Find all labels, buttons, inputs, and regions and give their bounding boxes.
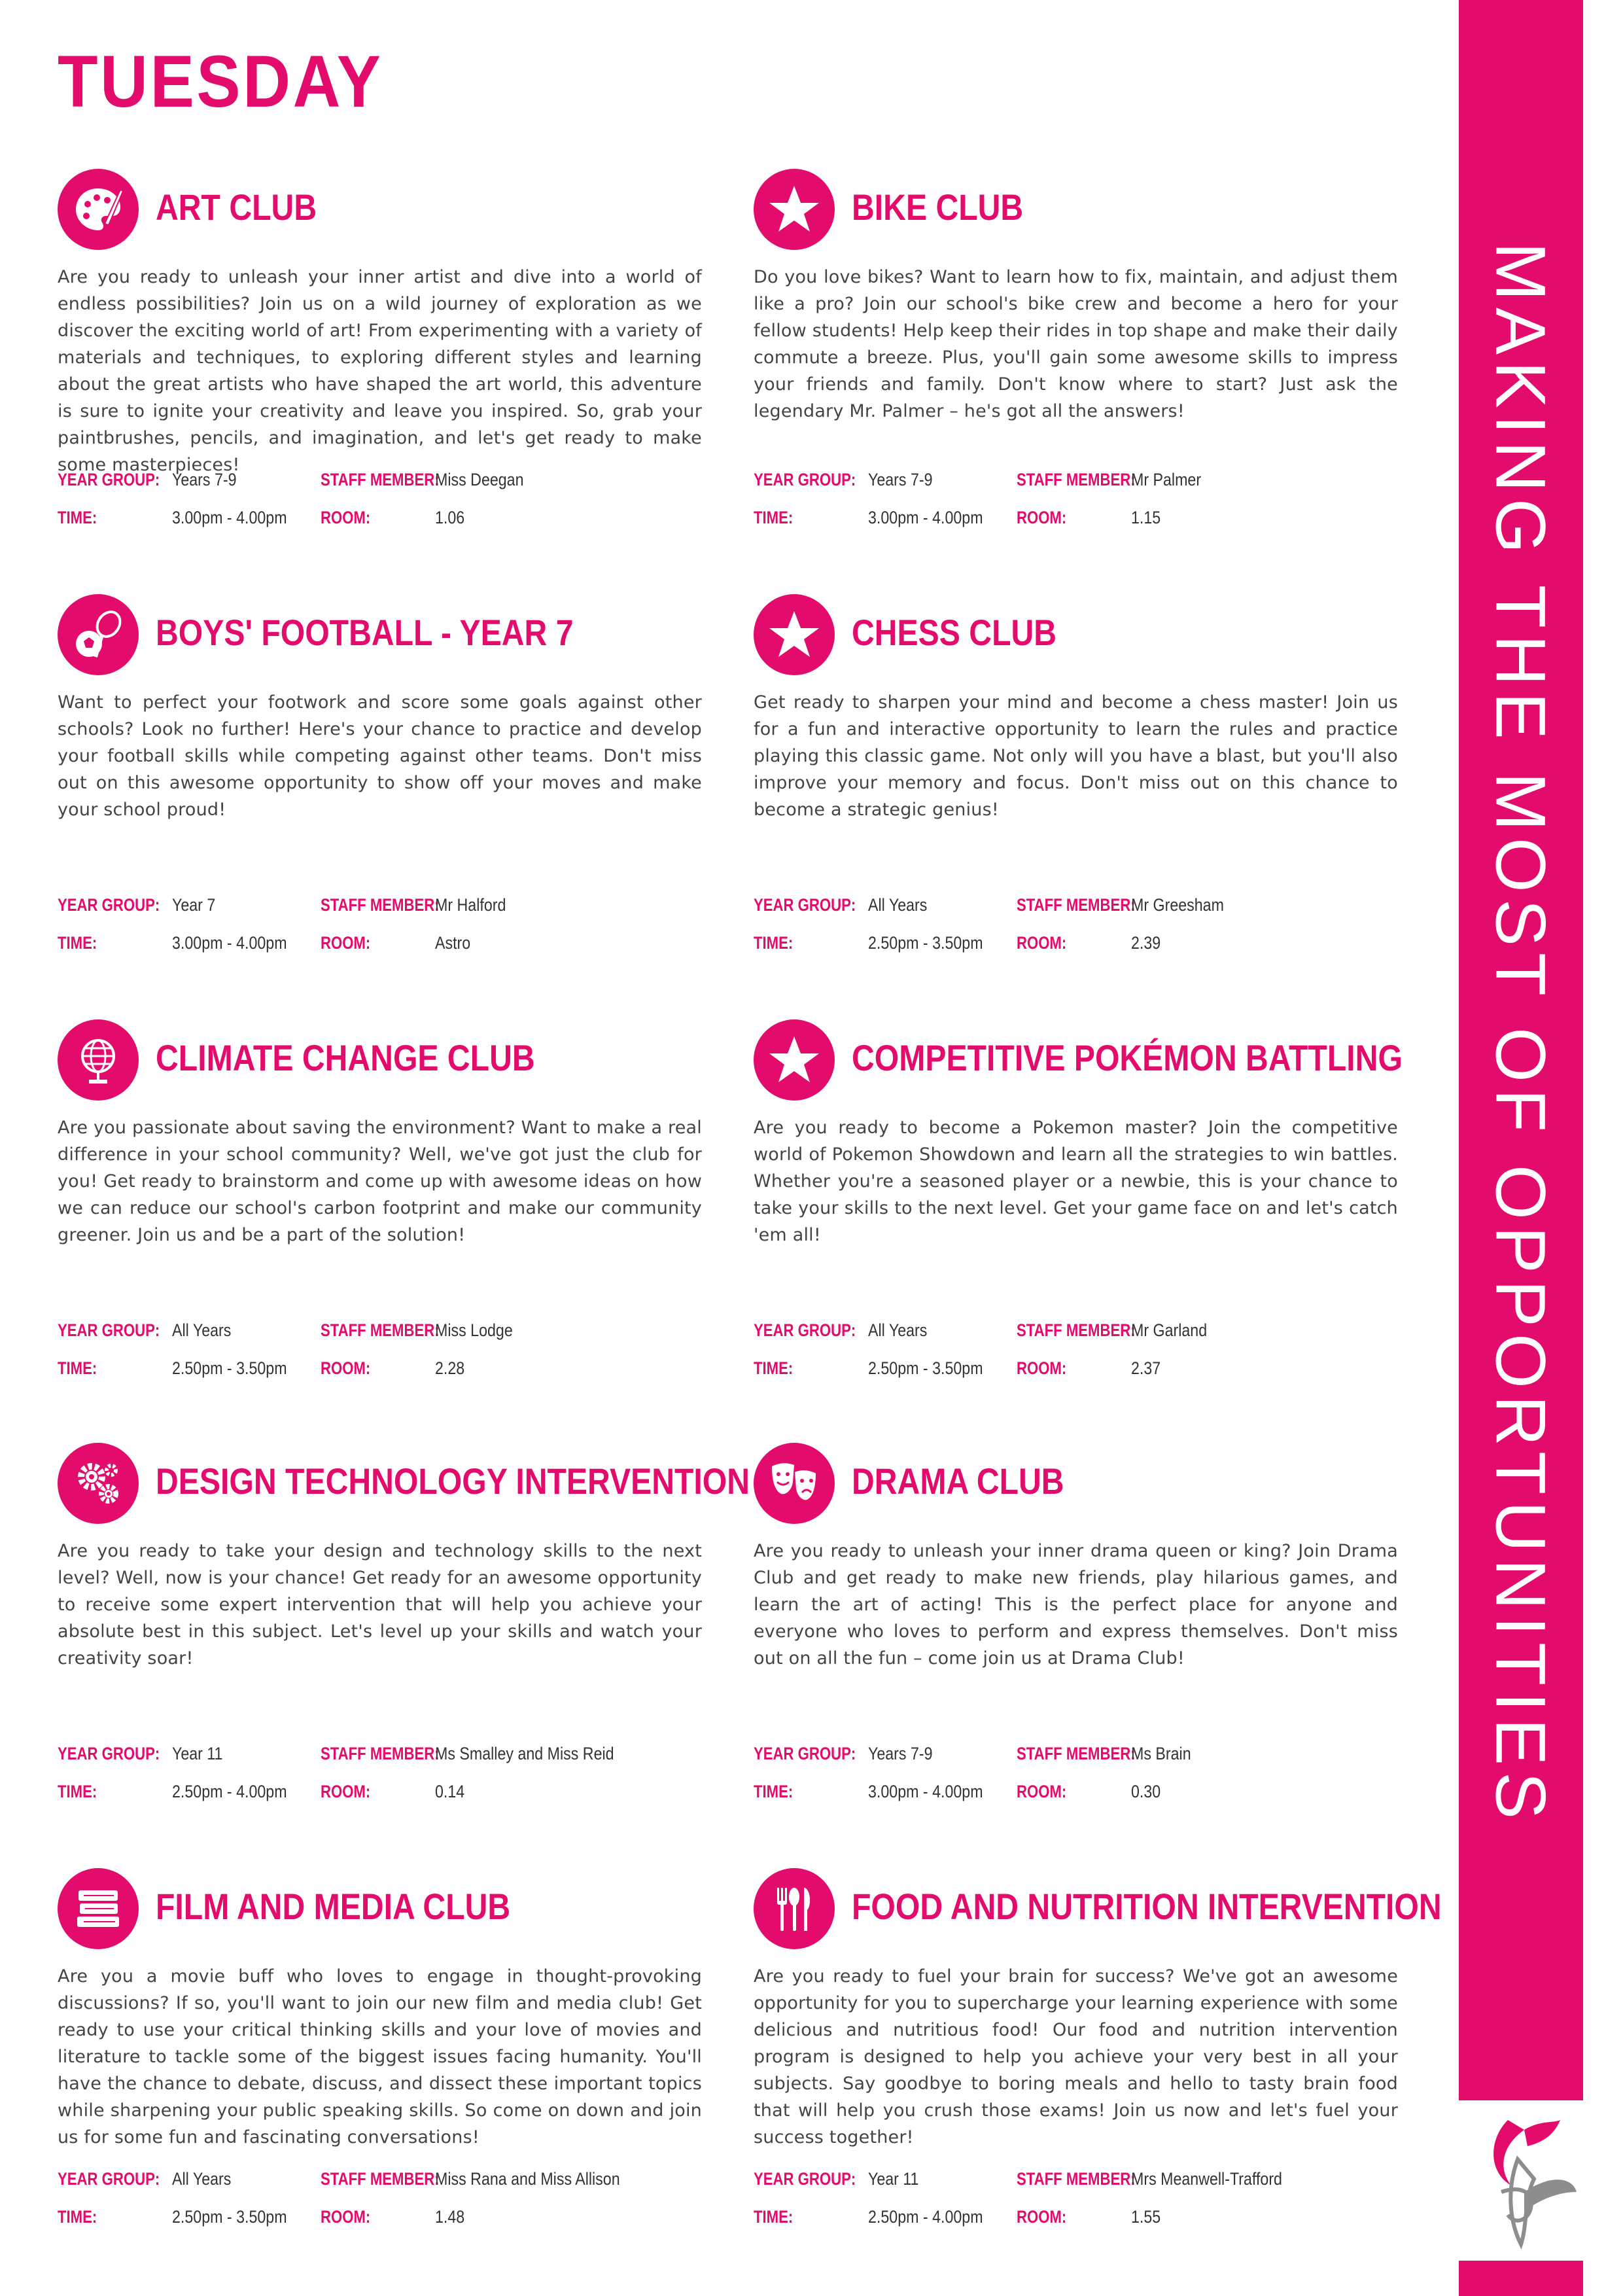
staff-member-value: Ms Smalley and Miss Reid	[435, 1744, 614, 1763]
year-group-label: YEAR GROUP:	[754, 470, 856, 489]
club-title: FOOD AND NUTRITION INTERVENTION	[852, 1886, 1442, 1927]
room-value: 1.15	[1131, 508, 1161, 527]
year-group-value: Year 11	[868, 2169, 919, 2189]
staff-member-value: Miss Lodge	[435, 1320, 513, 1340]
info-row-year-staff	[58, 895, 702, 921]
time-label: TIME:	[58, 1782, 97, 1801]
room-value: 2.28	[435, 1358, 465, 1378]
club-header	[754, 594, 1398, 675]
room-label: ROOM:	[1017, 508, 1067, 527]
staff-member-value: Mr Greesham	[1131, 895, 1224, 915]
club-card-bike	[754, 169, 1398, 561]
staff-member-label: STAFF MEMBER:	[1017, 1744, 1136, 1763]
club-title: DRAMA CLUB	[852, 1460, 1064, 1502]
info-row-time-room	[754, 2207, 1398, 2233]
time-label: TIME:	[58, 933, 97, 953]
time-label: TIME:	[754, 2207, 794, 2227]
info-row-time-room	[58, 1358, 702, 1385]
club-header	[754, 1443, 1398, 1524]
info-row-time-room	[754, 933, 1398, 959]
time-value: 3.00pm - 4.00pm	[868, 1782, 983, 1801]
year-group-value: All Years	[172, 1320, 232, 1340]
palette-icon	[58, 169, 139, 250]
staff-member-value: Ms Brain	[1131, 1744, 1191, 1763]
room-label: ROOM:	[321, 508, 371, 527]
club-card-art	[58, 169, 702, 561]
room-value: 0.30	[1131, 1782, 1161, 1801]
year-group-label: YEAR GROUP:	[58, 1744, 160, 1763]
time-value: 2.50pm - 4.00pm	[172, 1782, 287, 1801]
info-row-year-staff	[754, 895, 1398, 921]
club-header	[754, 1019, 1403, 1101]
info-row-time-room	[754, 1358, 1398, 1385]
year-group-label: YEAR GROUP:	[754, 2169, 856, 2189]
time-value: 2.50pm - 3.50pm	[868, 933, 983, 953]
club-description: Are you passionate about saving the environment? Want to make a real difference in your school community? Well, we've got just the club for you! Get ready to brainstorm and come up with awesome ideas on how we can reduce our school's carbon footprint and make our community greener. Join us and be a part of the solution!	[58, 1118, 702, 1245]
room-value: 2.37	[1131, 1358, 1161, 1378]
club-description: Are you ready to fuel your brain for success? We've got an awesome opportunity for you to supercharge your learning experience with some delicious and nutritious food! Our food and nutrition intervention program is designed to help you achieve your very best in all your subjects. Say goodbye to boring meals and hello to tasty brain food that will help you crush those exams! Join us now and let's fuel your success together!	[754, 1966, 1398, 2147]
room-label: ROOM:	[321, 2207, 371, 2227]
gears-icon	[58, 1443, 139, 1524]
club-title: DESIGN TECHNOLOGY INTERVENTION	[156, 1460, 750, 1502]
time-label: TIME:	[58, 2207, 97, 2227]
room-value: 1.55	[1131, 2207, 1161, 2227]
room-value: Astro	[435, 933, 471, 953]
room-value: 1.06	[435, 508, 465, 527]
year-group-value: Year 11	[172, 1744, 223, 1763]
club-card-film-media	[58, 1868, 702, 2261]
club-description: Get ready to sharpen your mind and become a chess master! Join us for a fun and interactive opportunity to learn the rules and practice playing this classic game. Not only will you have a blast, but you'll also improve your memory and focus. Don't miss out on this chance to become a strategic genius!	[754, 692, 1398, 820]
year-group-value: Years 7-9	[868, 470, 933, 489]
club-header	[58, 1443, 750, 1524]
info-row-time-room	[58, 933, 702, 959]
club-card-design-technology	[58, 1443, 750, 1835]
club-header	[754, 1868, 1442, 1949]
info-row-year-staff	[754, 470, 1398, 496]
year-group-label: YEAR GROUP:	[58, 895, 160, 915]
staff-member-value: Mr Palmer	[1131, 470, 1202, 489]
room-label: ROOM:	[1017, 1358, 1067, 1378]
club-title: CHESS CLUB	[852, 612, 1057, 653]
room-value: 2.39	[1131, 933, 1161, 953]
time-value: 2.50pm - 4.00pm	[868, 2207, 983, 2227]
staff-member-label: STAFF MEMBER:	[321, 470, 440, 489]
club-title: BIKE CLUB	[852, 186, 1024, 228]
room-label: ROOM:	[1017, 933, 1067, 953]
time-label: TIME:	[58, 508, 97, 527]
side-banner-tail	[1459, 2261, 1583, 2296]
staff-member-value: Mr Garland	[1131, 1320, 1208, 1340]
star-icon	[754, 1019, 835, 1101]
staff-member-label: STAFF MEMBER:	[321, 2169, 440, 2189]
info-row-time-room	[58, 508, 702, 534]
info-row-time-room	[58, 1782, 702, 1808]
staff-member-label: STAFF MEMBER:	[321, 1320, 440, 1340]
club-card-drama	[754, 1443, 1398, 1835]
star-icon	[754, 169, 835, 250]
club-description: Are you ready to unleash your inner artist and dive into a world of endless possibilities? Join us on a wild journey of exploration as we discover the exciting world of art! From experimenting with a variety of materials and techniques, to exploring different styles and learning about the great artists who have shaped the art world, this adventure is sure to ignite your creativity and leave you inspired. So, grab your paintbrushes, pencils, and imagination, and let's get ready to make some masterpieces!	[58, 267, 702, 475]
info-row-year-staff	[754, 1744, 1398, 1770]
time-value: 2.50pm - 3.50pm	[172, 2207, 287, 2227]
club-header	[58, 1019, 702, 1101]
theatre-masks-icon	[754, 1443, 835, 1524]
staff-member-label: STAFF MEMBER:	[321, 895, 440, 915]
club-description: Want to perfect your footwork and score some goals against other schools? Look no further! Here's your chance to practice and develop your football skills while competing against other teams. Don't miss out on this awesome opportunity to show off your moves and make your school proud!	[58, 692, 702, 820]
room-label: ROOM:	[1017, 1782, 1067, 1801]
year-group-label: YEAR GROUP:	[58, 470, 160, 489]
club-card-climate	[58, 1019, 702, 1412]
room-label: ROOM:	[321, 1782, 371, 1801]
club-description: Do you love bikes? Want to learn how to fix, maintain, and adjust them like a pro? Join our school's bike crew and become a hero for your fellow students! Help keep their rides in top shape and make their daily commute a breeze. Plus, you'll gain some awesome skills to impress your friends and family. Don't know where to start? Just ask the legendary Mr. Palmer – he's got all the answers!	[754, 267, 1398, 421]
year-group-label: YEAR GROUP:	[754, 1320, 856, 1340]
info-row-year-staff	[754, 1320, 1398, 1347]
side-banner-text: MAKING THE MOST OF OPPORTUNITIES	[1481, 241, 1561, 1826]
time-value: 2.50pm - 3.50pm	[868, 1358, 983, 1378]
time-label: TIME:	[754, 933, 794, 953]
year-group-label: YEAR GROUP:	[58, 2169, 160, 2189]
club-header	[58, 594, 702, 675]
info-row-year-staff	[58, 2169, 702, 2195]
staff-member-label: STAFF MEMBER:	[1017, 895, 1136, 915]
year-group-label: YEAR GROUP:	[754, 895, 856, 915]
club-description: Are you ready to unleash your inner drama queen or king? Join Drama Club and get ready to make new friends, play hilarious games, and learn the art of acting! This is the perfect place for anyone and everyone who loves to perform and express themselves. Don't miss out on all the fun – come join us at Drama Club!	[754, 1541, 1398, 1669]
year-group-label: YEAR GROUP:	[754, 1744, 856, 1763]
club-card-food-nutrition	[754, 1868, 1442, 2261]
club-description: Are you a movie buff who loves to engage in thought-provoking discussions? If so, you'll want to join our new film and media club! Get ready to use your critical thinking skills and your love of movies and literature to tackle some of the biggest issues facing humanity. You'll have the chance to debate, discuss, and dissect these important topics while sharpening your public speaking skills. So come on down and join us for some fun and fascinating conversations!	[58, 1966, 702, 2147]
club-description: Are you ready to take your design and technology skills to the next level? Well, now is your chance! Get ready for an awesome opportunity to receive some expert intervention that will help you achieve your absolute best in this subject. Let's level up your skills and watch your creativity soar!	[58, 1541, 702, 1669]
books-icon	[58, 1868, 139, 1949]
staff-member-label: STAFF MEMBER:	[1017, 1320, 1136, 1340]
club-description: Are you ready to become a Pokemon master? Join the competitive world of Pokemon Showdown and learn all the strategies to win battles. Whether you're a seasoned player or a newbie, this is your chance to take your skills to the next level. Get your game face on and let's catch 'em all!	[754, 1118, 1398, 1245]
time-label: TIME:	[754, 508, 794, 527]
club-header	[754, 169, 1398, 250]
football-icon	[58, 594, 139, 675]
info-row-year-staff	[58, 470, 702, 496]
time-value: 3.00pm - 4.00pm	[172, 508, 287, 527]
year-group-value: Year 7	[172, 895, 216, 915]
year-group-value: All Years	[868, 895, 928, 915]
club-header	[58, 1868, 702, 1949]
staff-member-value: Mr Halford	[435, 895, 506, 915]
page-title: TUESDAY	[58, 41, 383, 122]
staff-member-value: Miss Deegan	[435, 470, 524, 489]
time-label: TIME:	[754, 1358, 794, 1378]
year-group-label: YEAR GROUP:	[58, 1320, 160, 1340]
info-row-year-staff	[58, 1320, 702, 1347]
club-title: FILM AND MEDIA CLUB	[156, 1886, 511, 1927]
info-row-time-room	[58, 2207, 702, 2233]
info-row-time-room	[754, 1782, 1398, 1808]
staff-member-label: STAFF MEMBER:	[321, 1744, 440, 1763]
club-card-pokemon	[754, 1019, 1403, 1412]
club-title: BOYS' FOOTBALL - YEAR 7	[156, 612, 574, 653]
room-value: 1.48	[435, 2207, 465, 2227]
room-label: ROOM:	[321, 1358, 371, 1378]
staff-member-value: Miss Rana and Miss Allison	[435, 2169, 620, 2189]
club-title: COMPETITIVE POKÉMON BATTLING	[852, 1037, 1403, 1078]
club-title: CLIMATE CHANGE CLUB	[156, 1037, 535, 1078]
staff-member-value: Mrs Meanwell-Trafford	[1131, 2169, 1282, 2189]
year-group-value: All Years	[172, 2169, 232, 2189]
time-label: TIME:	[754, 1782, 794, 1801]
club-header	[58, 169, 702, 250]
room-value: 0.14	[435, 1782, 465, 1801]
star-icon	[754, 594, 835, 675]
club-card-chess	[754, 594, 1398, 987]
school-logo-icon	[1462, 2094, 1580, 2257]
club-title: ART CLUB	[156, 186, 317, 228]
staff-member-label: STAFF MEMBER:	[1017, 2169, 1136, 2189]
time-value: 2.50pm - 3.50pm	[172, 1358, 287, 1378]
time-label: TIME:	[58, 1358, 97, 1378]
staff-member-label: STAFF MEMBER:	[1017, 470, 1136, 489]
info-row-year-staff	[58, 1744, 702, 1770]
globe-icon	[58, 1019, 139, 1101]
club-card-football	[58, 594, 702, 987]
time-value: 3.00pm - 4.00pm	[172, 933, 287, 953]
info-row-time-room	[754, 508, 1398, 534]
info-row-year-staff	[754, 2169, 1398, 2195]
room-label: ROOM:	[1017, 2207, 1067, 2227]
year-group-value: All Years	[868, 1320, 928, 1340]
year-group-value: Years 7-9	[172, 470, 237, 489]
cutlery-icon	[754, 1868, 835, 1949]
time-value: 3.00pm - 4.00pm	[868, 508, 983, 527]
room-label: ROOM:	[321, 933, 371, 953]
year-group-value: Years 7-9	[868, 1744, 933, 1763]
